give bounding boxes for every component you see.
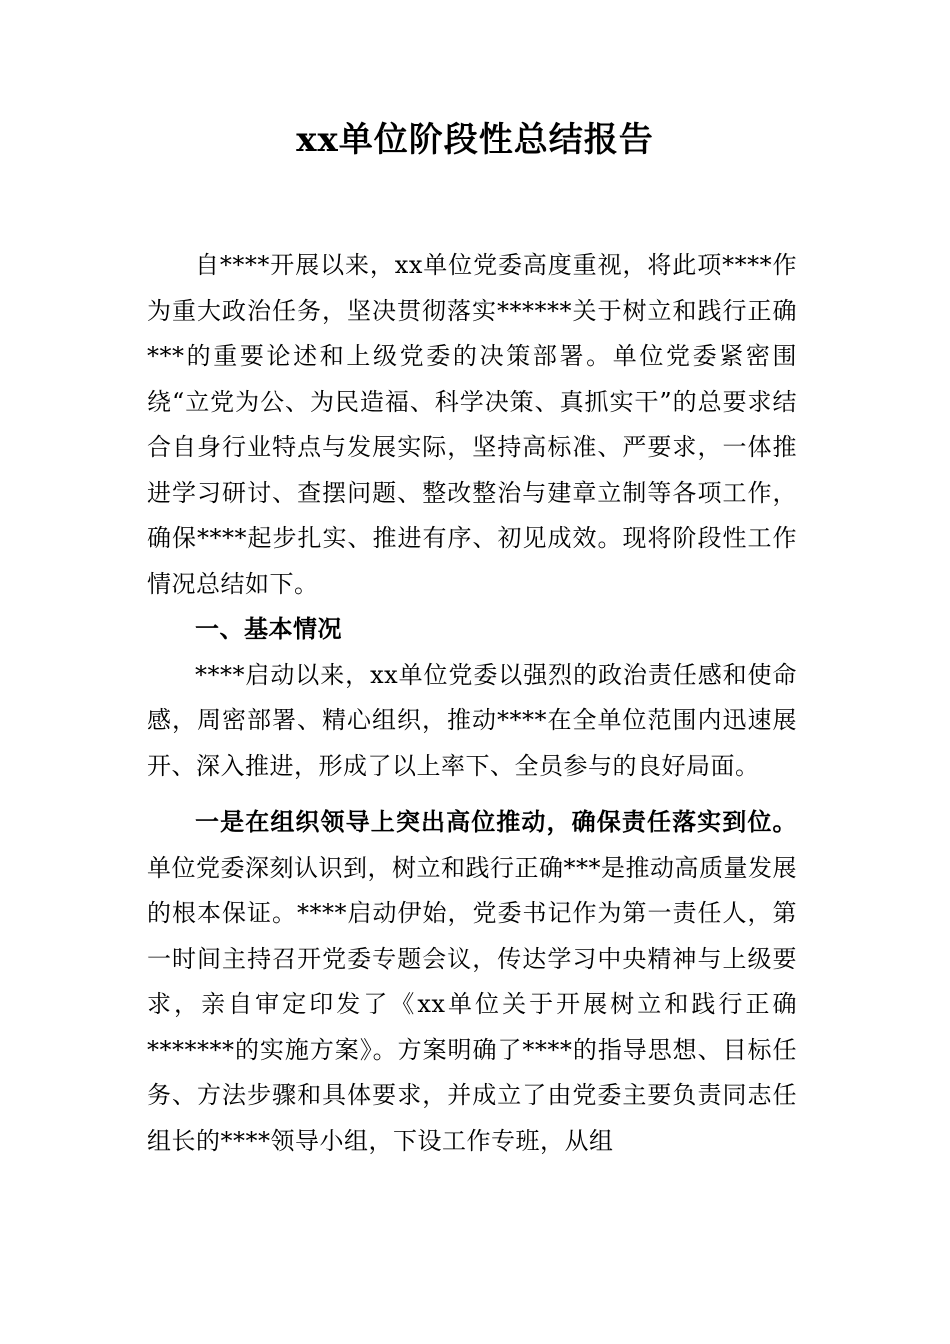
section-paragraph: ****启动以来，xx单位党委以强烈的政治责任感和使命感，周密部署、精心组织，推动****在全单位范围内迅速展开、深入推进，形成了以上率下、全员参与的良好局面。: [147, 660, 797, 780]
section-paragraph: [147, 799, 797, 1164]
page-title: xx单位阶段性总结报告: [296, 120, 654, 160]
paragraph-body-text: 单位党委深刻认识到，树立和践行正确***是推动高质量发展的根本保证。****启动伊始，党委书记作为第一责任人，第一时间主持召开党委专题会议，传达学习中央精神与上级要求，亲自审定印发了《xx单位关于开展树立和践行正确*******的实施方案》。方案明确了****的指导思想、目标任务、方法步骤和具体要求，并成立了由党委主要负责同志任组长的****领导小组，下设工作专班，从组: [147, 853, 797, 1155]
document-body: [147, 243, 797, 1164]
section-heading-basic-situation: 一、基本情况: [195, 615, 342, 643]
paragraph-lead-sentence: 一是在组织领导上突出高位推动，确保责任落实到位。: [195, 807, 797, 836]
intro-paragraph: 自****开展以来，xx单位党委高度重视，将此项****作为重大政治任务，坚决贯彻落实******关于树立和践行正确***的重要论述和上级党委的决策部署。单位党委紧密围绕“立党为公、为民造福、科学决策、真抓实干”的总要求结合自身行业特点与发展实际，坚持高标准、严要求，一体推进学习研讨、查摆问题、整改整治与建章立制等各项工作，确保****起步扎实、推进有序、初见成效。现将阶段性工作情况总结如下。: [147, 251, 797, 598]
